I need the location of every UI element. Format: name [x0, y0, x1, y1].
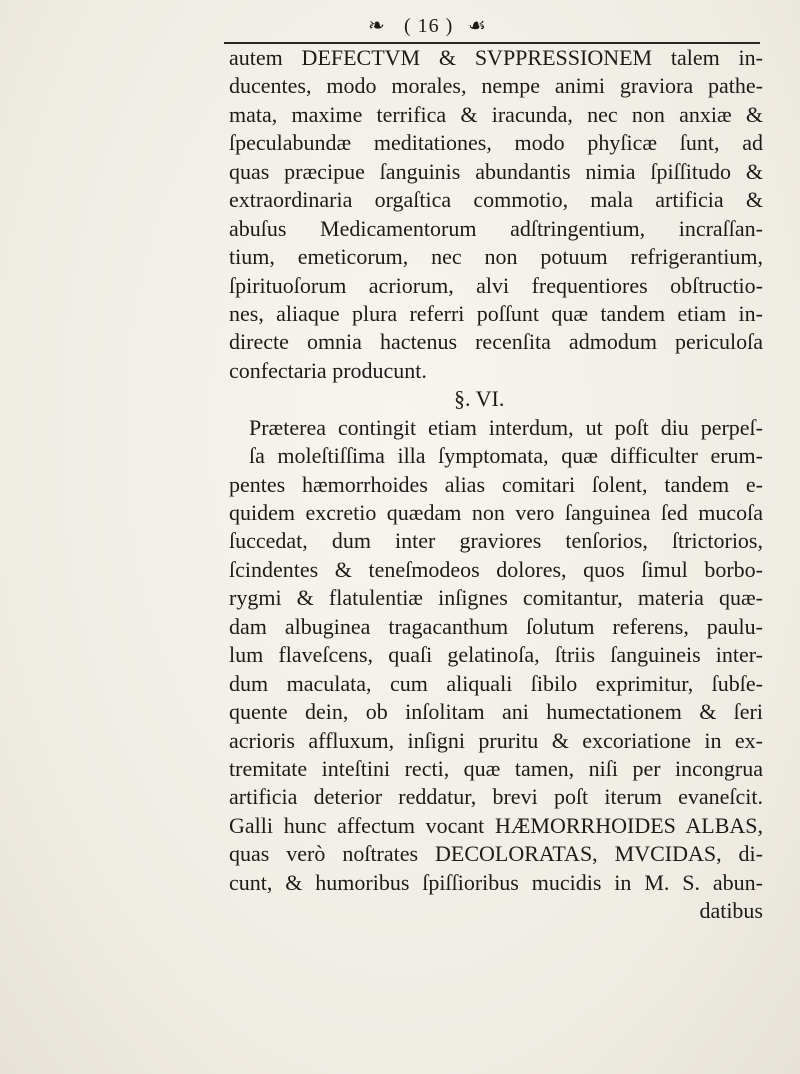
text-line: extraordinaria orgaſtica commotio, mala artificia &: [229, 187, 763, 213]
text-line: ſcindentes & teneſmodeos dolores, quos ſimul borbo-: [229, 556, 763, 582]
section-heading: §. VI.: [454, 386, 505, 412]
catchword: datibus: [699, 898, 763, 924]
text-line: ſa moleſtiſſima illa ſymptomata, quæ difficulter erum-: [249, 443, 763, 469]
text-line: nes, aliaque plura referri poſſunt quæ tandem etiam in-: [229, 300, 763, 326]
text-line: dum maculata, cum aliquali ſibilo exprimitur, ſubſe-: [229, 670, 763, 696]
text-line: lum flaveſcens, quaſi gelatinoſa, ſtriis ſanguineis inter-: [229, 642, 763, 668]
text-line: quas præcipue ſanguinis abundantis nimia ſpiſſitudo &: [229, 158, 763, 184]
page-number: ( 16 ): [404, 15, 454, 37]
text-line: confectaria producunt.: [229, 357, 427, 383]
text-line: tium, emeticorum, nec non potuum refrigerantium,: [229, 244, 763, 270]
text-line: abuſus Medicamentorum adſtringentium, incraſſan-: [229, 215, 763, 241]
text-line: cunt, & humoribus ſpiſſioribus mucidis in M. S. abun-: [229, 869, 763, 895]
text-line: Galli hunc affectum vocant HÆMORRHOIDES ALBAS,: [229, 812, 763, 838]
text-line: rygmi & flatulentiæ inſignes comitantur, materia quæ-: [229, 585, 763, 611]
text-line: ducentes, modo morales, nempe animi graviora pathe-: [229, 73, 763, 99]
text-line: quente dein, ob inſolitam ani humectationem & ſeri: [229, 699, 763, 725]
text-line: artificia deterior reddatur, brevi poſt iterum evaneſcit.: [229, 784, 763, 810]
text-line: acrioris affluxum, inſigni pruritu & excoriatione in ex-: [229, 727, 763, 753]
body-text: [229, 44, 763, 926]
text-line: Præterea contingit etiam interdum, ut poſt diu perpeſ-: [249, 414, 763, 440]
text-line: ſuccedat, dum inter graviores tenſorios, ſtrictorios,: [229, 528, 763, 554]
ornament-right-icon: ☙: [468, 15, 486, 37]
text-line: directe omnia hactenus recenſita admodum periculoſa: [229, 329, 763, 355]
text-line: ſpeculabundæ meditationes, modo phyſicæ ſunt, ad: [229, 130, 763, 156]
text-line: mata, maxime terrifica & iracunda, nec non anxiæ &: [229, 101, 763, 127]
text-line: quas verò noſtrates DECOLORATAS, MVCIDAS, di-: [229, 841, 763, 867]
text-line: ſpirituoſorum acriorum, alvi frequentiores obſtructio-: [229, 272, 763, 298]
page-header: [0, 6, 800, 44]
ornament-left-icon: ❧: [368, 15, 385, 37]
text-line: dam albuginea tragacanthum ſolutum referens, paulu-: [229, 613, 763, 639]
text-line: autem DEFECTVM & SVPPRESSIONEM talem in-: [229, 45, 763, 70]
text-line: pentes hæmorrhoides alias comitari ſolent, tandem e-: [229, 471, 763, 497]
text-line: quidem excretio quædam non vero ſanguinea ſed mucoſa: [229, 500, 763, 525]
text-line: tremitate inteſtini recti, quæ tamen, niſi per incongrua: [229, 755, 763, 781]
